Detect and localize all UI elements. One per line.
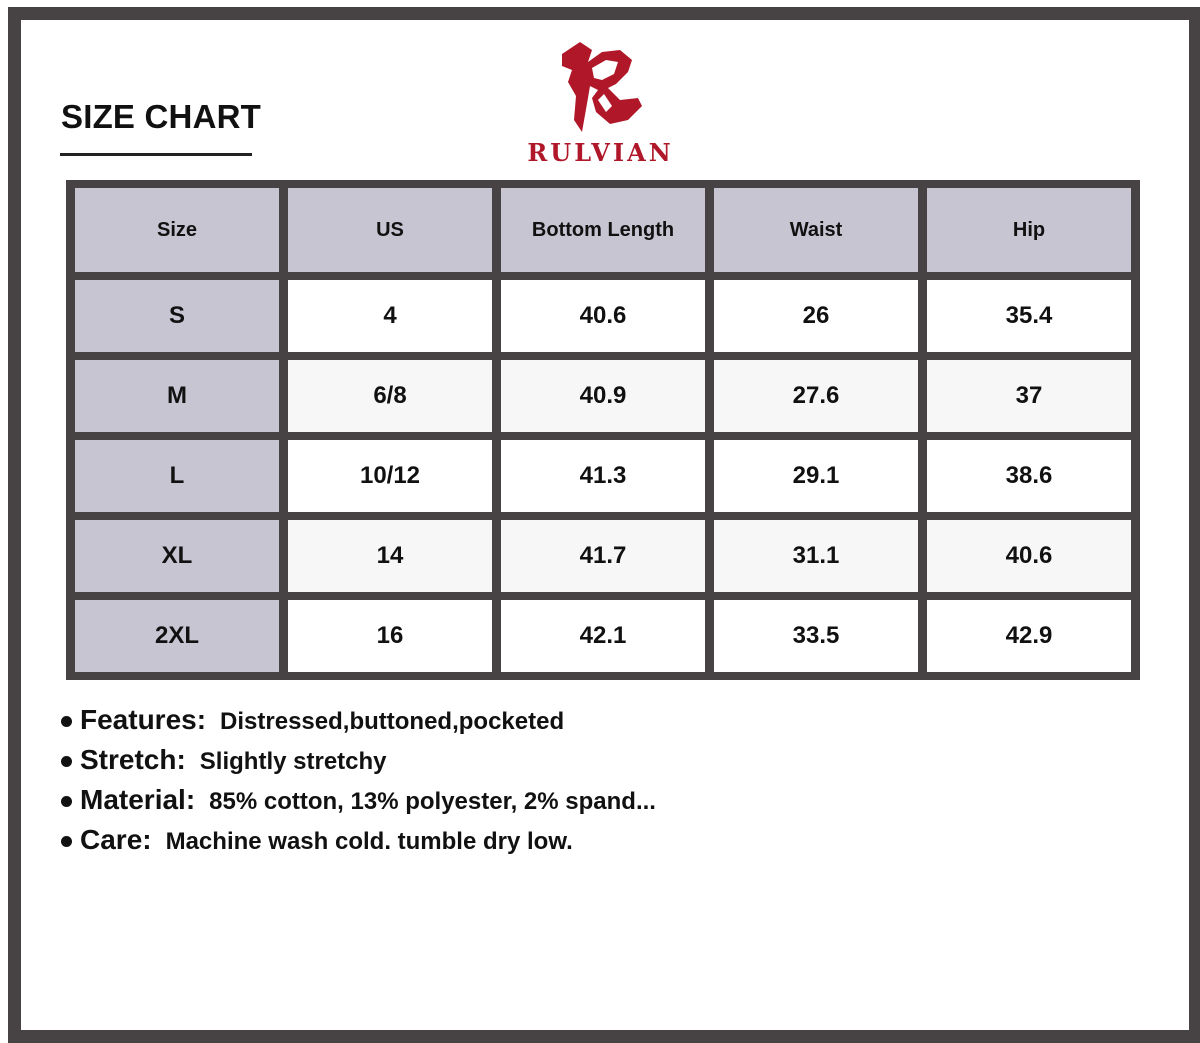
spec-list: [60, 704, 656, 864]
us-cell: 6/8: [288, 360, 492, 432]
table-row: [75, 360, 1131, 432]
spec-label: Features:: [80, 704, 207, 735]
spec-care: [60, 824, 656, 864]
bottom-length-cell: 41.3: [501, 440, 705, 512]
spec-stretch: [60, 744, 656, 784]
bottom-length-cell: 40.9: [501, 360, 705, 432]
spec-features: [60, 704, 656, 744]
spec-material: [60, 784, 656, 824]
waist-cell: 27.6: [714, 360, 918, 432]
us-cell: 14: [288, 520, 492, 592]
spec-value: Machine wash cold. tumble dry low.: [165, 828, 573, 855]
size-cell: 2XL: [75, 600, 279, 672]
hip-cell: 40.6: [927, 520, 1131, 592]
us-cell: 16: [288, 600, 492, 672]
page-title: SIZE CHART: [61, 98, 261, 135]
header-waist: Waist: [714, 188, 918, 272]
spec-value: 85% cotton, 13% polyester, 2% spand...: [209, 788, 656, 815]
hip-cell: 38.6: [927, 440, 1131, 512]
brand-name: RULVIAN: [527, 138, 674, 167]
us-cell: 10/12: [288, 440, 492, 512]
spec-label: Stretch:: [80, 744, 186, 775]
spec-value: Distressed,buttoned,pocketed: [220, 708, 565, 735]
hip-cell: 37: [927, 360, 1131, 432]
table-row: [75, 280, 1131, 352]
us-cell: 4: [288, 280, 492, 352]
table-header-row: [75, 188, 1131, 272]
bottom-length-cell: 40.6: [501, 280, 705, 352]
table-row: [75, 440, 1131, 512]
hip-cell: 35.4: [927, 280, 1131, 352]
size-cell: L: [75, 440, 279, 512]
brand-logo: [518, 40, 683, 170]
table-row: [75, 600, 1131, 672]
waist-cell: 29.1: [714, 440, 918, 512]
waist-cell: 26: [714, 280, 918, 352]
header-size: Size: [75, 188, 279, 272]
spec-label: Material:: [80, 784, 196, 815]
waist-cell: 31.1: [714, 520, 918, 592]
table-row: [75, 520, 1131, 592]
waist-cell: 33.5: [714, 600, 918, 672]
header-hip: Hip: [927, 188, 1131, 272]
bullet-icon: [61, 796, 72, 807]
bullet-icon: [61, 836, 72, 847]
size-cell: S: [75, 280, 279, 352]
title-underline: [60, 153, 252, 156]
bullet-icon: [61, 756, 72, 767]
header-bottom-length: Bottom Length: [501, 188, 705, 272]
size-table: [66, 180, 1140, 680]
header-us: US: [288, 188, 492, 272]
size-cell: XL: [75, 520, 279, 592]
size-cell: M: [75, 360, 279, 432]
spec-value: Slightly stretchy: [199, 748, 387, 775]
hip-cell: 42.9: [927, 600, 1131, 672]
bottom-length-cell: 42.1: [501, 600, 705, 672]
bullet-icon: [61, 716, 72, 727]
bottom-length-cell: 41.7: [501, 520, 705, 592]
spec-label: Care:: [80, 824, 152, 855]
logo-r-icon: [558, 40, 642, 132]
